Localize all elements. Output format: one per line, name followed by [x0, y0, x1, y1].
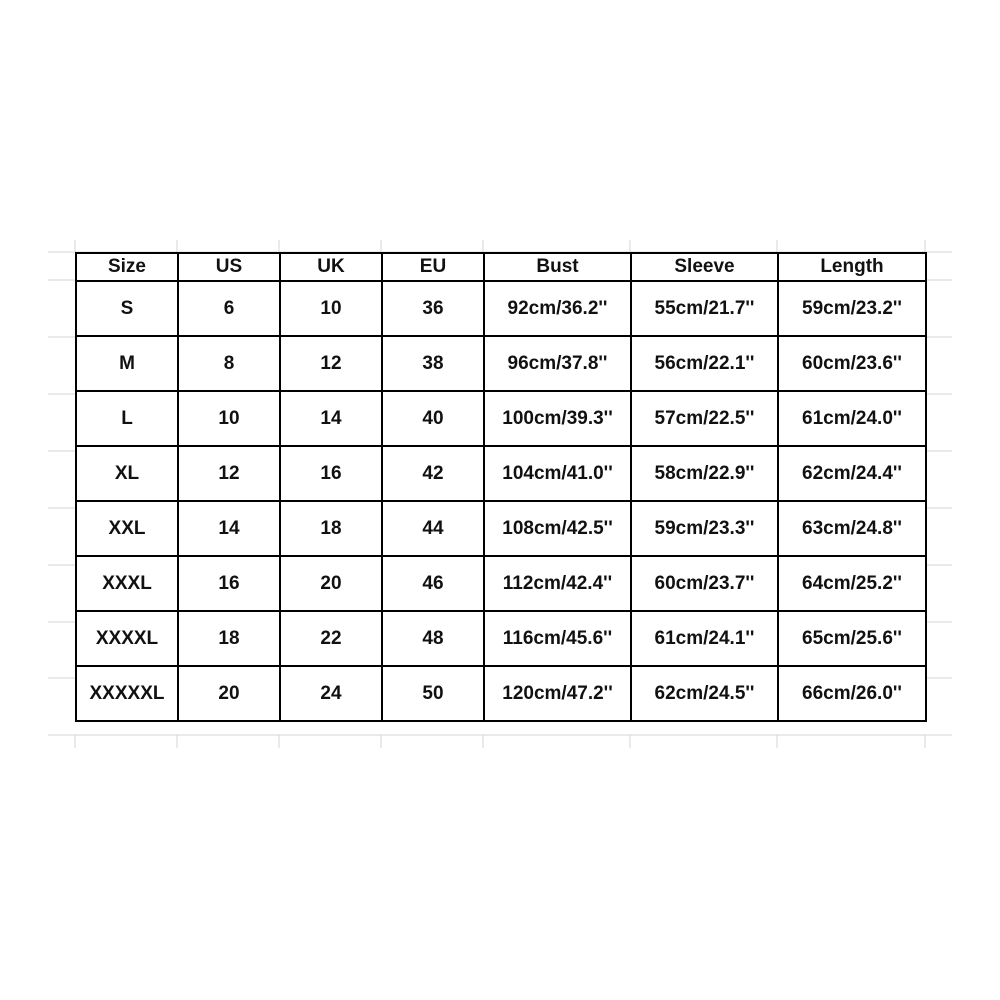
cell-bust: 120cm/47.2''	[484, 666, 631, 721]
header-size: Size	[76, 253, 178, 281]
header-bust: Bust	[484, 253, 631, 281]
cell-eu: 38	[382, 336, 484, 391]
header-uk: UK	[280, 253, 382, 281]
cell-bust: 112cm/42.4''	[484, 556, 631, 611]
cell-sleeve: 62cm/24.5''	[631, 666, 778, 721]
table-row	[76, 281, 926, 336]
cell-size: XL	[76, 446, 178, 501]
cell-uk: 24	[280, 666, 382, 721]
cell-bust: 116cm/45.6''	[484, 611, 631, 666]
cell-bust: 96cm/37.8''	[484, 336, 631, 391]
cell-sleeve: 57cm/22.5''	[631, 391, 778, 446]
cell-eu: 36	[382, 281, 484, 336]
cell-sleeve: 60cm/23.7''	[631, 556, 778, 611]
cell-size: XXXXXL	[76, 666, 178, 721]
cell-size: XXXXL	[76, 611, 178, 666]
table-row	[76, 446, 926, 501]
size-chart-table	[75, 252, 927, 722]
header-length: Length	[778, 253, 926, 281]
cell-uk: 10	[280, 281, 382, 336]
cell-length: 59cm/23.2''	[778, 281, 926, 336]
cell-eu: 40	[382, 391, 484, 446]
cell-us: 8	[178, 336, 280, 391]
cell-eu: 48	[382, 611, 484, 666]
cell-uk: 18	[280, 501, 382, 556]
cell-length: 61cm/24.0''	[778, 391, 926, 446]
cell-length: 60cm/23.6''	[778, 336, 926, 391]
header-row	[76, 253, 926, 281]
cell-size: M	[76, 336, 178, 391]
cell-length: 64cm/25.2''	[778, 556, 926, 611]
cell-eu: 50	[382, 666, 484, 721]
cell-length: 63cm/24.8''	[778, 501, 926, 556]
cell-uk: 20	[280, 556, 382, 611]
cell-uk: 16	[280, 446, 382, 501]
cell-eu: 44	[382, 501, 484, 556]
cell-bust: 92cm/36.2''	[484, 281, 631, 336]
header-us: US	[178, 253, 280, 281]
cell-size: L	[76, 391, 178, 446]
cell-size: XXL	[76, 501, 178, 556]
cell-sleeve: 61cm/24.1''	[631, 611, 778, 666]
cell-bust: 108cm/42.5''	[484, 501, 631, 556]
cell-us: 12	[178, 446, 280, 501]
cell-sleeve: 58cm/22.9''	[631, 446, 778, 501]
cell-eu: 46	[382, 556, 484, 611]
table-row	[76, 501, 926, 556]
table-row	[76, 336, 926, 391]
cell-bust: 104cm/41.0''	[484, 446, 631, 501]
table-row	[76, 556, 926, 611]
cell-size: XXXL	[76, 556, 178, 611]
table-row	[76, 611, 926, 666]
cell-us: 16	[178, 556, 280, 611]
header-sleeve: Sleeve	[631, 253, 778, 281]
cell-length: 66cm/26.0''	[778, 666, 926, 721]
cell-bust: 100cm/39.3''	[484, 391, 631, 446]
cell-length: 65cm/25.6''	[778, 611, 926, 666]
cell-sleeve: 59cm/23.3''	[631, 501, 778, 556]
cell-length: 62cm/24.4''	[778, 446, 926, 501]
cell-eu: 42	[382, 446, 484, 501]
cell-us: 18	[178, 611, 280, 666]
cell-us: 10	[178, 391, 280, 446]
cell-us: 14	[178, 501, 280, 556]
cell-uk: 22	[280, 611, 382, 666]
cell-size: S	[76, 281, 178, 336]
cell-sleeve: 55cm/21.7''	[631, 281, 778, 336]
cell-us: 6	[178, 281, 280, 336]
cell-us: 20	[178, 666, 280, 721]
cell-uk: 14	[280, 391, 382, 446]
table-row	[76, 391, 926, 446]
cell-sleeve: 56cm/22.1''	[631, 336, 778, 391]
table-row	[76, 666, 926, 721]
header-eu: EU	[382, 253, 484, 281]
cell-uk: 12	[280, 336, 382, 391]
